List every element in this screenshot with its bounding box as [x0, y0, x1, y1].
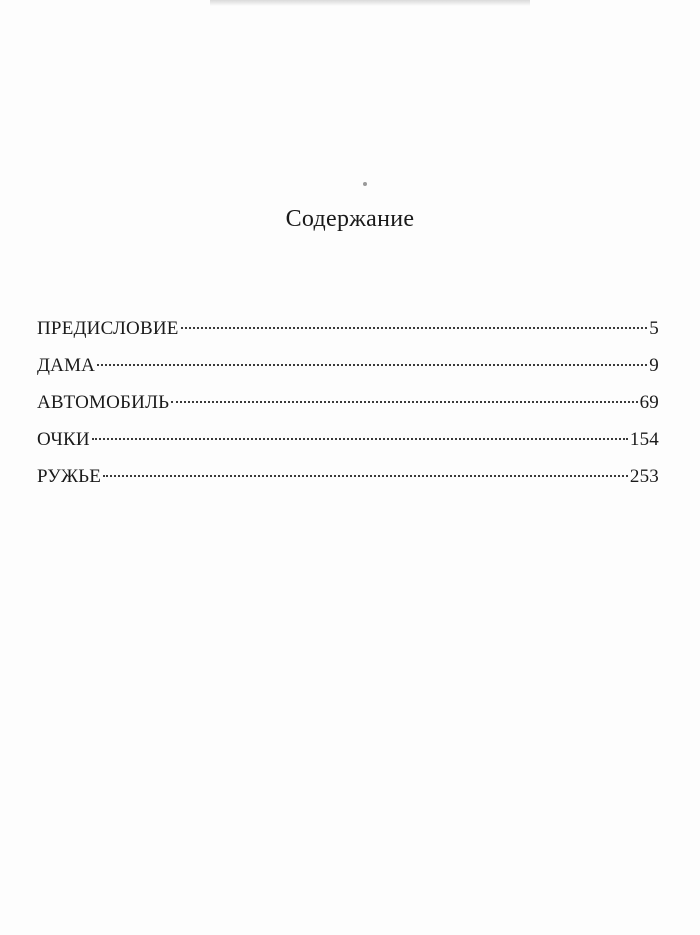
page-bleed-through [210, 0, 530, 6]
dot-leader [181, 327, 648, 329]
toc-entry-page: 253 [629, 466, 659, 487]
toc-entry-preface [37, 316, 659, 353]
toc-entry-title: АВТОМОБИЛЬ [37, 392, 170, 413]
toc-entry-title: ПРЕДИСЛОВИЕ [37, 318, 179, 339]
toc-entry-page: 154 [629, 429, 659, 450]
contents-heading: Содержание [285, 206, 415, 232]
dot-leader [103, 475, 628, 477]
toc-entry-dama [37, 353, 659, 390]
dot-leader [171, 401, 637, 403]
toc-entry-title: ОЧКИ [37, 429, 90, 450]
toc-entry-ochki [37, 427, 659, 464]
toc-entry-page: 9 [649, 355, 659, 376]
toc-entry-page: 5 [649, 318, 659, 339]
toc-entry-title: РУЖЬЕ [37, 466, 102, 487]
dot-leader [97, 364, 647, 366]
toc-entry-avtomobil [37, 390, 659, 427]
toc-entry-title: ДАМА [37, 355, 96, 376]
dot-leader [92, 438, 628, 440]
table-of-contents [37, 316, 659, 501]
toc-entry-ruzhye [37, 464, 659, 501]
ink-dot [363, 182, 367, 186]
toc-entry-page: 69 [639, 392, 659, 413]
